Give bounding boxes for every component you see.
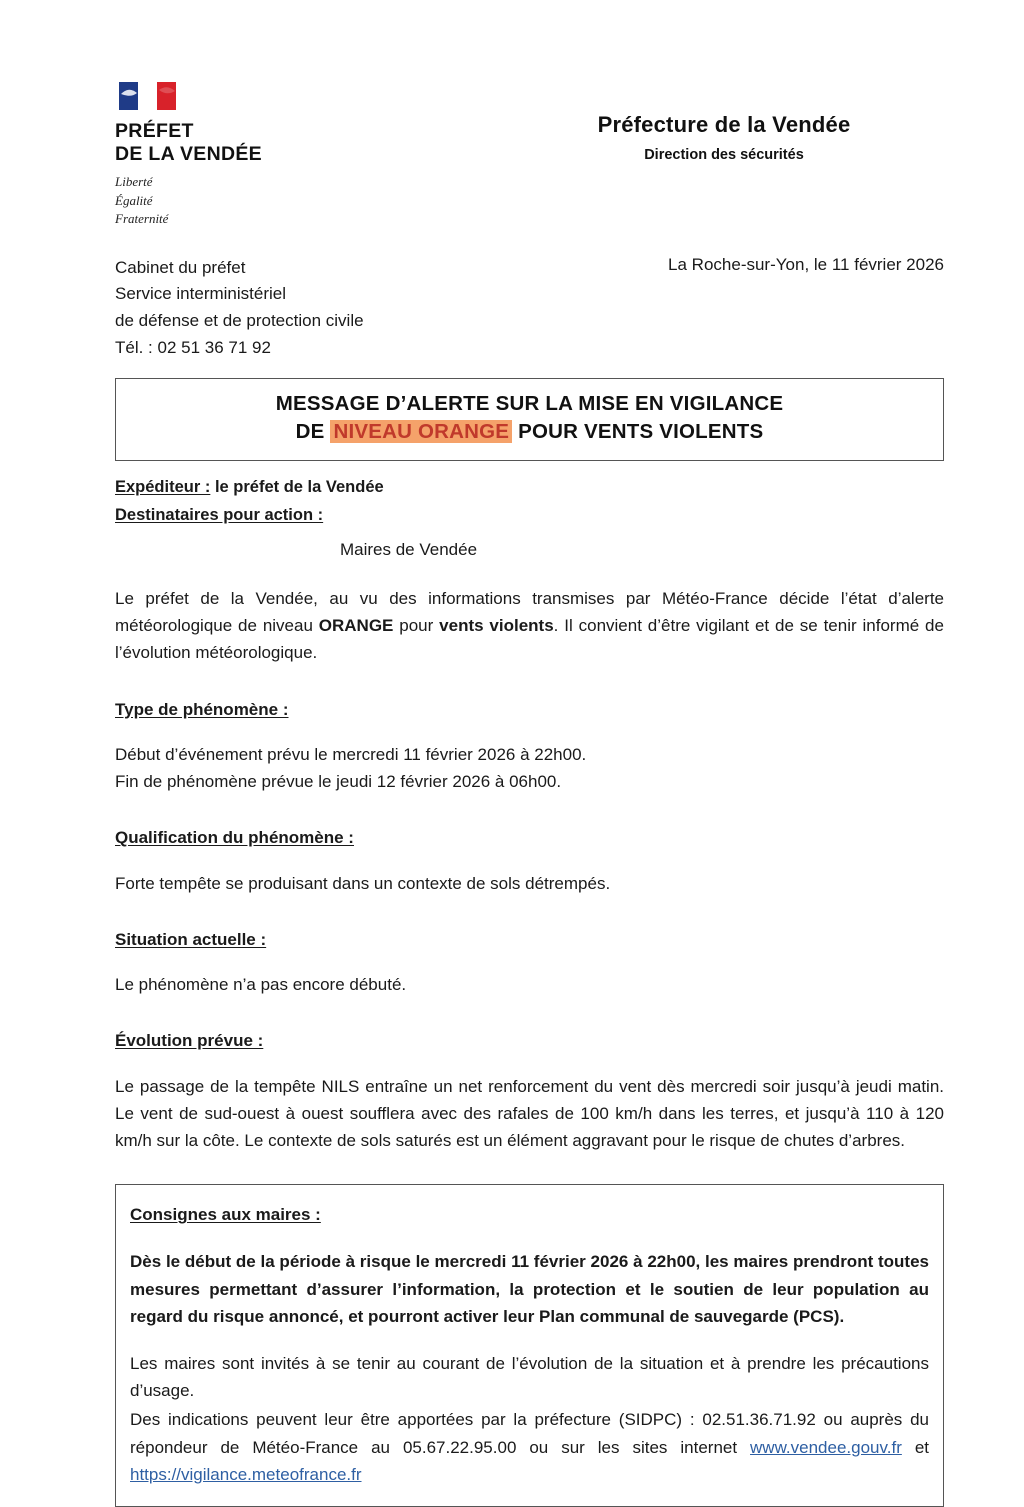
devise-fraternite: Fraternité <box>115 211 169 227</box>
section-title-text: Type de phénomène : <box>115 699 289 719</box>
consignes-link-separator: et <box>901 1437 929 1457</box>
destinataires-value: Maires de Vendée <box>340 539 478 559</box>
alert-banner-suffix: POUR VENTS VIOLENTS <box>512 420 764 444</box>
organisation-subtitle: Direction des sécurités <box>644 147 804 163</box>
intro-paragraph <box>115 585 944 667</box>
address-date-row <box>0 229 1024 362</box>
prefet-title-line2: DE LA VENDÉE <box>115 142 262 165</box>
document-body <box>0 461 1024 1155</box>
section-body-situation-actuelle <box>115 971 944 998</box>
section-title-text: Situation actuelle : <box>115 929 267 949</box>
expediteur-label: Expéditeur : <box>115 477 211 496</box>
address-line-3: de défense et de protection civile <box>115 311 364 331</box>
consignes-paragraph-2: Les maires sont invités à se tenir au courant de l’évolution de la situation et à prendre les précautions d’usage. <box>130 1354 929 1401</box>
section-line: Le passage de la tempête NILS entraîne un net renforcement du vent dès mercredi soir jusqu’à jeudi matin. Le vent de sud-ouest à ouest soufflera avec des rafales de 100 km/h dans les terres, et jusqu’à 110 à 120 km/h sur la côte. Le contexte de sols saturés est un élément aggravant pour le risque de chutes d’arbres. <box>115 1076 944 1151</box>
alert-banner-prefix: DE <box>295 420 331 444</box>
devise-egalite: Égalité <box>115 192 153 208</box>
alert-level-highlight: NIVEAU ORANGE <box>330 420 512 443</box>
place-and-date: La Roche-sur-Yon, le 11 février 2026 <box>668 254 944 274</box>
section-title-situation-actuelle <box>115 927 944 953</box>
organisation-title: Préfecture de la Vendée <box>597 112 851 137</box>
intro-part-3: . Il convient d’être vigilant et de se tenir informé de l’évolution météorologique. <box>115 616 944 663</box>
alert-banner-line-2 <box>126 418 933 446</box>
section-title-type-de-phenomene <box>115 697 944 723</box>
section-line: Fin de phénomène prévue le jeudi 12 février 2026 à 06h00. <box>115 772 562 792</box>
address-line-1: Cabinet du préfet <box>115 257 246 277</box>
expediteur-row <box>115 475 944 501</box>
intro-level: ORANGE <box>318 616 394 636</box>
link-vigilance-meteofrance[interactable]: https://vigilance.meteofrance.fr <box>130 1464 362 1484</box>
french-flag-icon <box>119 80 177 114</box>
intro-part-2: pour <box>393 616 440 636</box>
consignes-main-instruction: Dès le début de la période à risque le mercredi 11 février 2026 à 22h00, les maires prendront toutes mesures permettant d’assurer l’information, la protection et le soutien de leur population au regard du risque annoncé, et pourront activer leur Plan communal de sauvegarde (PCS). <box>130 1252 929 1326</box>
devise-block <box>115 173 415 228</box>
intro-part-1: Le préfet de la Vendée, au vu des informations transmises par Météo-France décide l’état d’alerte météorologique de niveau <box>115 589 944 636</box>
section-line: Forte tempête se produisant dans un contexte de sols détrempés. <box>115 873 611 893</box>
section-title-text: Évolution prévue : <box>115 1031 264 1051</box>
consignes-contact-text: Des indications peuvent leur être apportées par la préfecture (SIDPC) : 02.51.36.71.92 ou auprès du répondeur de Météo-France au 05.67.22.95.00 ou sur les sites internet <box>130 1410 929 1457</box>
organisation-title-block <box>509 80 939 163</box>
alert-banner-line-1: MESSAGE D’ALERTE SUR LA MISE EN VIGILANCE <box>275 392 784 416</box>
consignes-box <box>115 1184 944 1507</box>
section-body-evolution-prevue <box>115 1073 944 1155</box>
section-body-qualification <box>115 870 944 897</box>
document-header <box>0 0 1024 229</box>
section-title-evolution-prevue <box>115 1028 944 1054</box>
section-line: Début d’événement prévu le mercredi 11 février 2026 à 22h00. <box>115 744 587 764</box>
alert-banner <box>115 378 944 461</box>
section-line: Le phénomène n’a pas encore débuté. <box>115 975 407 995</box>
section-title-text: Qualification du phénomène : <box>115 828 354 848</box>
section-title-qualification <box>115 825 944 851</box>
destinataires-row <box>115 503 944 529</box>
section-body-type-de-phenomene <box>115 741 944 795</box>
devise-liberte: Liberté <box>115 174 153 190</box>
destinataires-label: Destinataires pour action : <box>115 506 324 525</box>
link-vendee-gouv[interactable]: www.vendee.gouv.fr <box>750 1437 902 1457</box>
consignes-title: Consignes aux maires : <box>130 1205 321 1225</box>
consignes-paragraph-3 <box>130 1406 929 1488</box>
prefecture-logo-block <box>115 80 415 229</box>
prefet-title-line1: PRÉFET <box>115 120 194 142</box>
expediteur-value: le préfet de la Vendée <box>210 477 384 496</box>
sender-address <box>115 255 364 362</box>
intro-phenomenon: vents violents <box>439 616 554 636</box>
address-line-2: Service interministériel <box>115 284 286 304</box>
address-phone: Tél. : 02 51 36 71 92 <box>115 338 271 358</box>
